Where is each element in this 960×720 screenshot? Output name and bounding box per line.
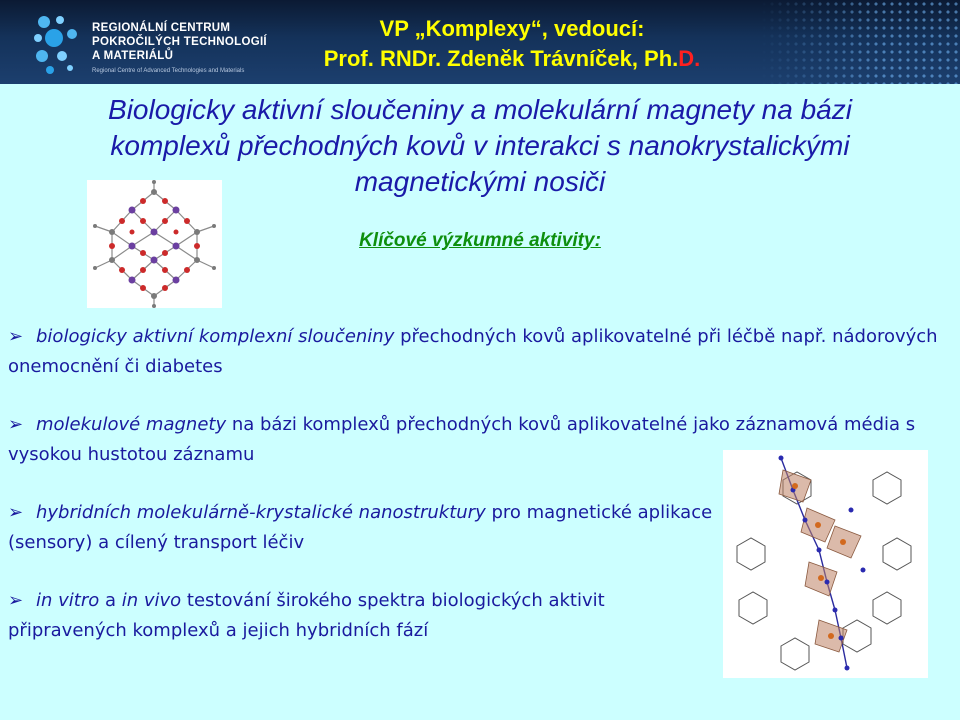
bullet-emphasis: biologicky aktivní komplexní sloučeniny	[36, 326, 395, 347]
molecular-structure-image	[87, 180, 222, 308]
rcptm-logo	[30, 10, 265, 78]
leader-name-tail: D.	[678, 46, 701, 71]
molecule-logo-icon	[30, 12, 82, 76]
bullet-text: na bázi komplexů přechodných kovů aplikovatelné jako záznamová média s vysokou hustotou záznamu	[8, 414, 916, 465]
title-line-1: Biologicky aktivní sloučeniny a molekulární magnety na bázi	[108, 94, 852, 125]
arrow-bullet-icon: ➢	[8, 326, 24, 347]
leader-name: Prof. RNDr. Zdeněk Trávníček, Ph.	[323, 46, 679, 71]
bullet-text: testování širokého spektra biologických aktivit připravených komplexů a jejich hybridních fází	[8, 590, 605, 641]
header-banner	[0, 0, 960, 84]
bullet-text: přechodných kovů aplikovatelné při léčbě např. nádorových onemocnění či diabetes	[8, 326, 938, 377]
bullet-emphasis: hybridních molekulárně-krystalické nanostruktury	[36, 502, 486, 523]
bullet-text: a	[99, 590, 122, 611]
logo-line-2: POKROČILÝCH TECHNOLOGIÍ	[92, 36, 267, 48]
arrow-bullet-icon: ➢	[8, 502, 24, 523]
program-leader	[262, 14, 762, 74]
bullet-emphasis: in vitro	[36, 590, 100, 611]
list-item	[8, 322, 938, 382]
bullet-emphasis: molekulové magnety	[36, 414, 227, 435]
list-item	[8, 498, 718, 558]
list-item	[8, 586, 708, 646]
logo-subtitle: Regional Centre of Advanced Technologies and Materials	[92, 68, 245, 74]
arrow-bullet-icon: ➢	[8, 414, 24, 435]
program-line-1: VP „Komplexy“, vedoucí:	[379, 16, 645, 41]
program-line-2	[262, 44, 762, 74]
logo-line-3: A MATERIÁLŮ	[92, 50, 174, 62]
bullet-text: pro magnetické aplikace (sensory) a cílený transport léčiv	[8, 502, 713, 553]
dot-pattern	[760, 0, 960, 84]
title-line-3: magnetickými nosiči	[354, 166, 606, 197]
logo-line-1: REGIONÁLNÍ CENTRUM	[92, 22, 231, 34]
arrow-bullet-icon: ➢	[8, 590, 24, 611]
bullet-emphasis: in vivo	[121, 590, 182, 611]
crystal-structure-image	[723, 450, 928, 678]
title-line-2: komplexů přechodných kovů v interakci s nanokrystalickými	[110, 130, 850, 161]
key-activities-heading: Klíčové výzkumné aktivity:	[359, 230, 601, 251]
